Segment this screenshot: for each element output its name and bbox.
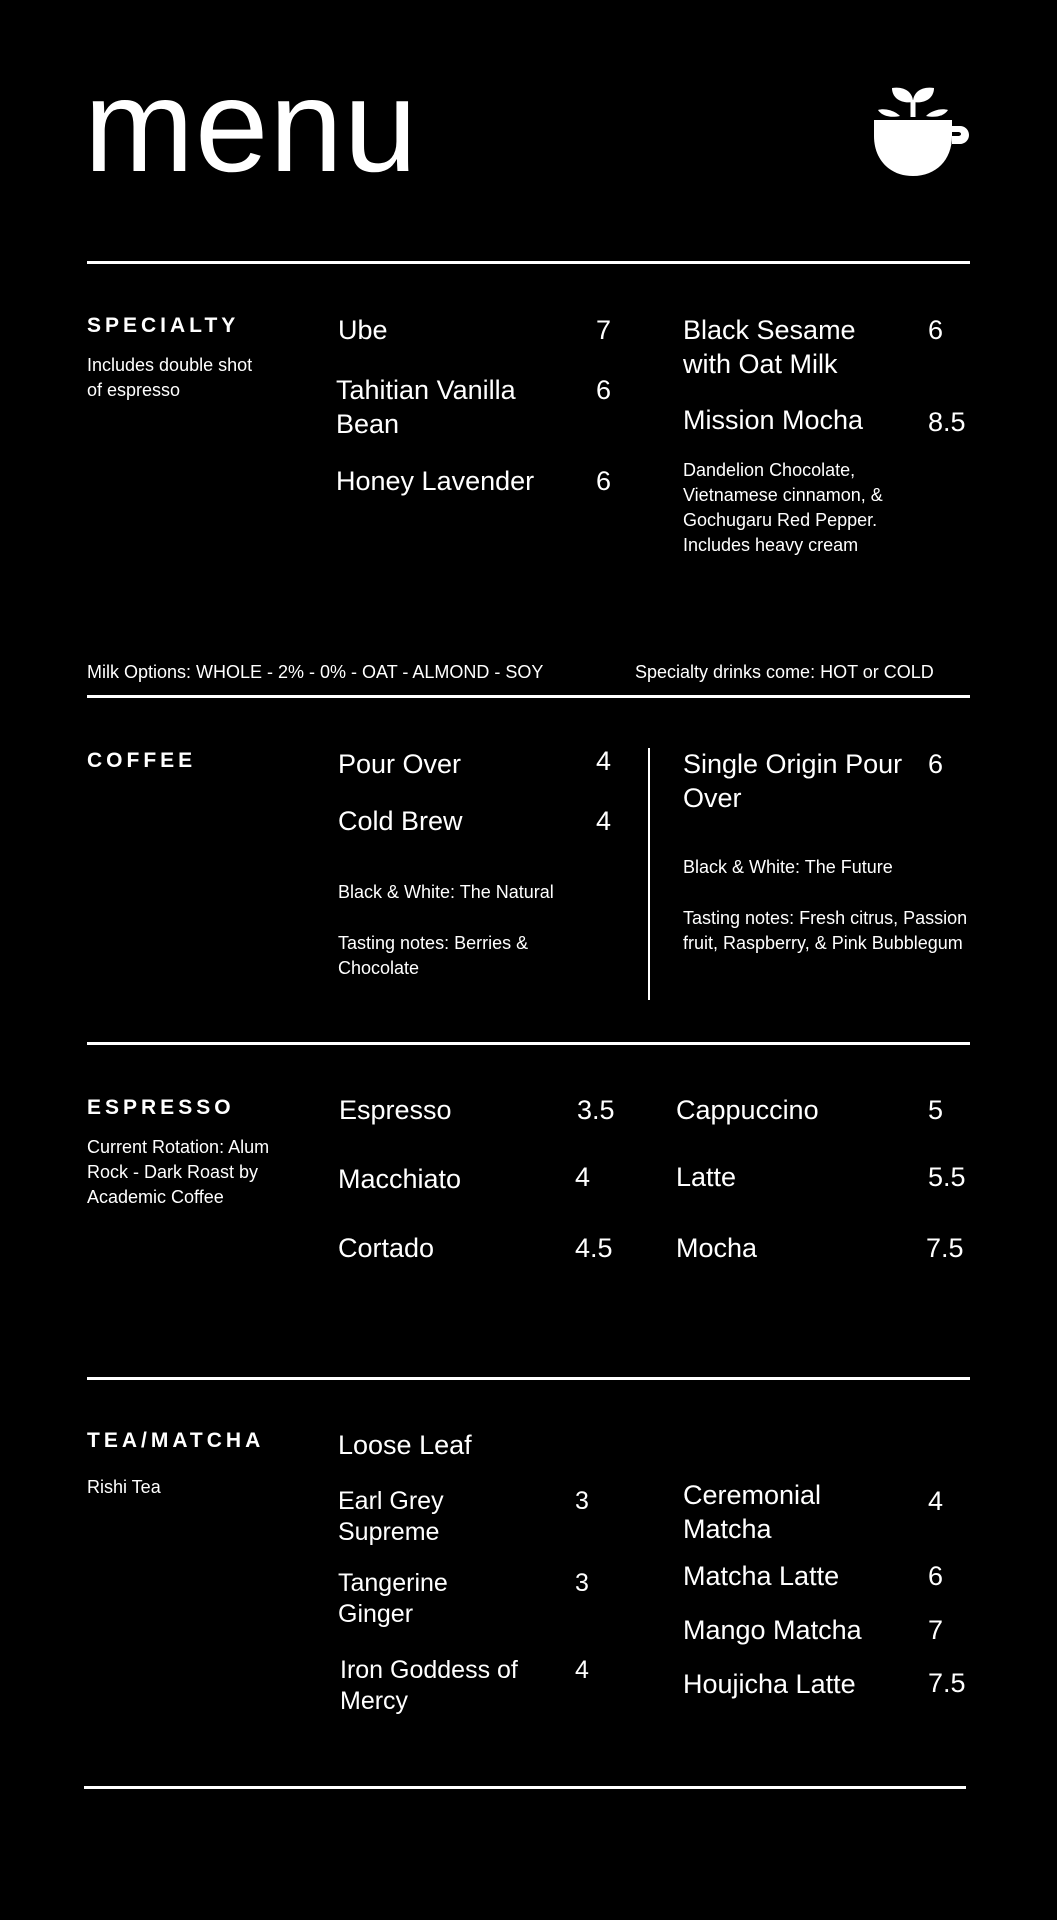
menu-item-price: 6	[596, 466, 612, 496]
section-title-tea: TEA/MATCHA	[87, 1429, 265, 1452]
menu-item-name: Tangerine Ginger	[338, 1569, 448, 1628]
menu-item-name: Ceremonial Matcha	[683, 1480, 822, 1544]
menu-item-name: Matcha Latte	[683, 1561, 840, 1591]
menu-item-price: 4	[575, 1656, 589, 1684]
menu-item-price: 6	[928, 1561, 944, 1591]
menu-item-name: Houjicha Latte	[683, 1669, 856, 1699]
menu-item-price: 7.5	[926, 1233, 964, 1263]
coffee-tasting-notes-left: Tasting notes: Berries & Chocolate	[338, 933, 529, 978]
menu-item-price: 4	[928, 1486, 944, 1516]
menu-item-description: Dandelion Chocolate, Vietnamese cinnamon, & Gochugaru Red Pepper. Includes heavy cream	[683, 460, 883, 555]
specialty-temps: Specialty drinks come: HOT or COLD	[635, 662, 934, 682]
menu-item-name: Cold Brew	[338, 806, 463, 836]
coffee-tasting-notes-right: Tasting notes: Fresh citrus, Passion fruit, Raspberry, & Pink Bubblegum	[683, 908, 968, 953]
menu-item-name: Tahitian Vanilla Bean	[336, 375, 516, 439]
divider	[87, 261, 970, 264]
coffee-cup-sprout-icon	[872, 84, 972, 180]
menu-item-name: Black Sesame with Oat Milk	[683, 315, 856, 379]
menu-item-name: Macchiato	[338, 1164, 462, 1194]
menu-item-price: 7	[596, 315, 612, 345]
coffee-bean-left: Black & White: The Natural	[338, 882, 554, 902]
menu-item-name: Espresso	[339, 1095, 452, 1125]
menu-item-name: Mission Mocha	[683, 405, 864, 435]
tea-note: Rishi Tea	[87, 1477, 161, 1497]
column-divider	[648, 748, 650, 1000]
specialty-note: Includes double shot of espresso	[87, 355, 253, 400]
menu-item-name: Honey Lavender	[336, 466, 535, 496]
section-title-coffee: COFFEE	[87, 749, 197, 772]
menu-item-name: Mango Matcha	[683, 1615, 862, 1645]
menu-item-name: Mocha	[676, 1233, 758, 1263]
divider	[87, 1377, 970, 1380]
section-title-espresso: ESPRESSO	[87, 1096, 235, 1119]
tea-subheading: Loose Leaf	[338, 1430, 472, 1460]
divider	[84, 1786, 966, 1789]
menu-item-name: Iron Goddess of Mercy	[340, 1656, 518, 1715]
menu-item-price: 4	[596, 806, 612, 836]
menu-item-price: 5.5	[928, 1162, 966, 1192]
espresso-note: Current Rotation: Alum Rock - Dark Roast by Academic Coffee	[87, 1137, 270, 1207]
milk-options: Milk Options: WHOLE - 2% - 0% - OAT - ALMOND - SOY	[87, 662, 544, 682]
menu-item-price: 7.5	[928, 1668, 966, 1698]
menu-item-name: Cappuccino	[676, 1095, 819, 1125]
menu-item-price: 4	[596, 746, 612, 776]
menu-item-name: Single Origin Pour Over	[683, 749, 903, 813]
section-title-specialty: SPECIALTY	[87, 314, 240, 337]
menu-item-price: 3	[575, 1569, 589, 1597]
menu-item-price: 4	[575, 1162, 591, 1192]
divider	[87, 695, 970, 698]
menu-item-price: 8.5	[928, 407, 966, 437]
menu-item-name: Cortado	[338, 1233, 435, 1263]
menu-item-price: 3	[575, 1487, 589, 1515]
menu-item-name: Ube	[338, 315, 388, 345]
menu-item-price: 4.5	[575, 1233, 613, 1263]
menu-item-price: 7	[928, 1615, 944, 1645]
menu-item-price: 6	[928, 749, 944, 779]
menu-item-price: 6	[596, 375, 612, 405]
divider	[87, 1042, 970, 1045]
menu-item-name: Pour Over	[338, 749, 462, 779]
menu-item-price: 6	[928, 315, 944, 345]
menu-item-name: Latte	[676, 1162, 737, 1192]
menu-item-price: 3.5	[577, 1095, 615, 1125]
menu-item-price: 5	[928, 1095, 944, 1125]
coffee-bean-right: Black & White: The Future	[683, 857, 893, 877]
menu-item-name: Earl Grey Supreme	[338, 1487, 444, 1546]
page-title: menu	[84, 52, 419, 199]
